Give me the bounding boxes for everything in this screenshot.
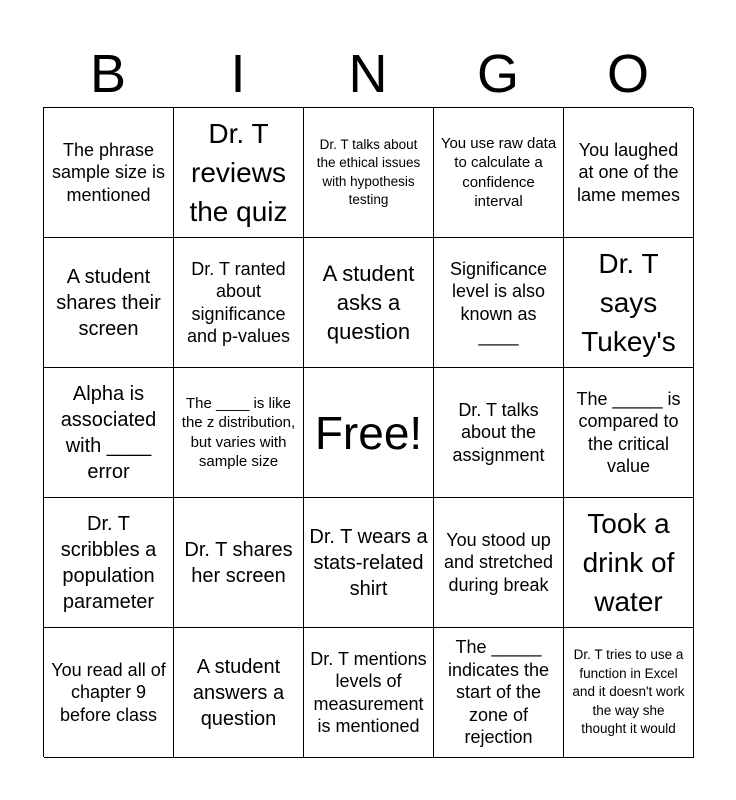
cell-text: The _____ is compared to the critical value [576, 388, 681, 476]
cell-text: Took a drink of water [582, 508, 675, 617]
bingo-cell[interactable] [564, 368, 694, 498]
cell-text: Dr. T says Tukey's [581, 248, 676, 357]
bingo-board [43, 107, 693, 757]
cell-text: A student asks a question [322, 261, 415, 344]
bingo-header [43, 40, 693, 108]
cell-text: Dr. T shares her screen [184, 538, 293, 587]
bingo-cell[interactable] [564, 238, 694, 368]
bingo-cell[interactable] [44, 628, 174, 758]
header-letter-b: B [89, 44, 127, 104]
bingo-cell[interactable] [304, 238, 434, 368]
bingo-cell[interactable] [174, 368, 304, 498]
cell-text: Alpha is associated with ____ error [60, 382, 157, 483]
header-letter-o: O [606, 44, 649, 104]
bingo-cell[interactable] [434, 498, 564, 628]
cell-text: Dr. T wears a stats-related shirt [309, 525, 428, 600]
free-space-cell[interactable] [304, 368, 434, 498]
cell-text: You use raw data to calculate a confidence interval [440, 134, 557, 210]
cell-text: The phrase sample size is mentioned [51, 139, 166, 205]
bingo-cell[interactable] [434, 368, 564, 498]
cell-text: Dr. T talks about the ethical issues with hypothesis testing [316, 136, 421, 207]
bingo-cell[interactable] [304, 628, 434, 758]
cell-text: The ____ is like the z distribution, but varies with sample size [181, 394, 296, 470]
bingo-cell[interactable] [174, 498, 304, 628]
cell-text: Significance level is also known as ____ [449, 258, 548, 346]
bingo-cell[interactable] [44, 238, 174, 368]
header-letter-n: N [348, 44, 388, 104]
header-letter-i: I [230, 44, 246, 104]
cell-text: A student answers a question [192, 655, 285, 730]
cell-text: You stood up and stretched during break [443, 529, 554, 595]
cell-text: The _____ indicates the start of the zone of rejection [447, 637, 550, 748]
cell-text: Dr. T talks about the assignment [452, 399, 545, 465]
bingo-cell[interactable] [564, 498, 694, 628]
bingo-cell[interactable] [434, 108, 564, 238]
bingo-cell[interactable] [44, 108, 174, 238]
cell-text: A student shares their screen [56, 265, 161, 340]
bingo-cell[interactable] [564, 628, 694, 758]
cell-text: Dr. T reviews the quiz [189, 118, 288, 227]
bingo-cell[interactable] [434, 238, 564, 368]
cell-text: Dr. T scribbles a population parameter [60, 512, 157, 613]
bingo-cell[interactable] [434, 628, 564, 758]
bingo-cell[interactable] [304, 108, 434, 238]
bingo-cell[interactable] [174, 238, 304, 368]
free-space-text: Free! [314, 406, 423, 459]
bingo-cell[interactable] [304, 498, 434, 628]
header-letter-g: G [476, 44, 519, 104]
cell-text: Dr. T ranted about significance and p-values [186, 258, 291, 346]
cell-text: You laughed at one of the lame memes [576, 139, 681, 205]
bingo-cell[interactable] [174, 108, 304, 238]
cell-text: Dr. T mentions levels of measurement is mentioned [310, 648, 427, 736]
bingo-cell[interactable] [174, 628, 304, 758]
bingo-cell[interactable] [44, 368, 174, 498]
bingo-cell[interactable] [564, 108, 694, 238]
cell-text: You read all of chapter 9 before class [51, 659, 166, 725]
cell-text: Dr. T tries to use a function in Excel and it doesn't work the way she thought it would [572, 647, 685, 737]
bingo-cell[interactable] [44, 498, 174, 628]
